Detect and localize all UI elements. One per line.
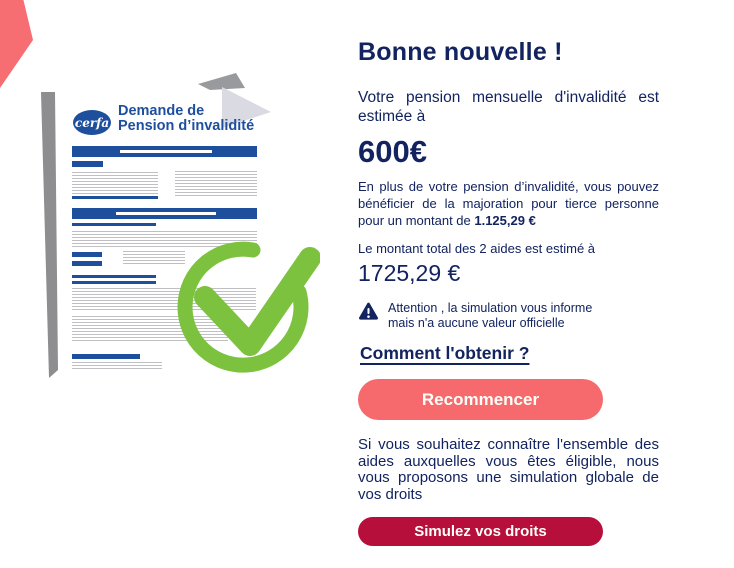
simulate-rights-button[interactable]: Simulez vos droits	[358, 517, 603, 546]
form-rule	[72, 275, 156, 278]
form-label-bar	[72, 354, 140, 359]
form-rule	[72, 281, 156, 284]
total-text-body: Le montant total des 2 aides est estimé à	[358, 241, 596, 256]
warning-text: Attention , la simulation vous informe mais n'a aucune valeur officielle	[388, 301, 593, 330]
form-text-lines	[72, 172, 158, 195]
form-section-bar	[72, 208, 257, 219]
global-simulation-text: Si vous souhaitez connaître l'ensemble des aides auxquelles vous êtes éligible, nous vous proposons une simulation globale de vos droits	[358, 436, 659, 503]
corner-ribbon-icon	[0, 0, 40, 95]
warning-icon	[358, 302, 379, 321]
success-check-icon	[172, 225, 320, 383]
total-amount: 1725,29 €	[358, 260, 461, 286]
form-rule	[72, 196, 158, 199]
how-to-get-link[interactable]: Comment l'obtenir ?	[360, 343, 530, 363]
majoration-text-body: En plus de votre pension d’invalidité, vous pouvez bénéficier de la majoration pour tierce personne pour un montant de	[358, 179, 659, 228]
form-text-lines	[175, 171, 257, 198]
form-header-bar	[72, 146, 257, 157]
form-rule	[72, 223, 156, 226]
warning-note	[358, 301, 608, 330]
page-title: Bonne nouvelle !	[358, 38, 563, 66]
majoration-amount: 1.125,29 €	[474, 213, 536, 228]
form-title-line1: Demande de	[118, 103, 205, 119]
form-section-bar-field	[116, 212, 216, 215]
pension-intro-text: Votre pension mensuelle d'invalidité est estimée à	[358, 89, 659, 125]
restart-button[interactable]: Recommencer	[358, 379, 603, 420]
result-panel	[358, 38, 659, 546]
pension-amount: 600€	[358, 134, 427, 169]
form-title-line2: Pension d’invalidité	[118, 118, 255, 134]
majoration-text	[358, 178, 659, 229]
form-label-bar	[72, 261, 102, 266]
form-label-bar	[72, 161, 103, 167]
cerfa-logo-text: cerfa	[74, 115, 110, 130]
form-title	[118, 104, 254, 134]
form-label-bar	[72, 252, 102, 257]
cerfa-logo	[73, 110, 111, 135]
form-header-bar-field	[120, 150, 212, 153]
form-illustration	[36, 55, 326, 390]
total-text	[358, 237, 659, 289]
form-text-lines	[72, 362, 162, 371]
